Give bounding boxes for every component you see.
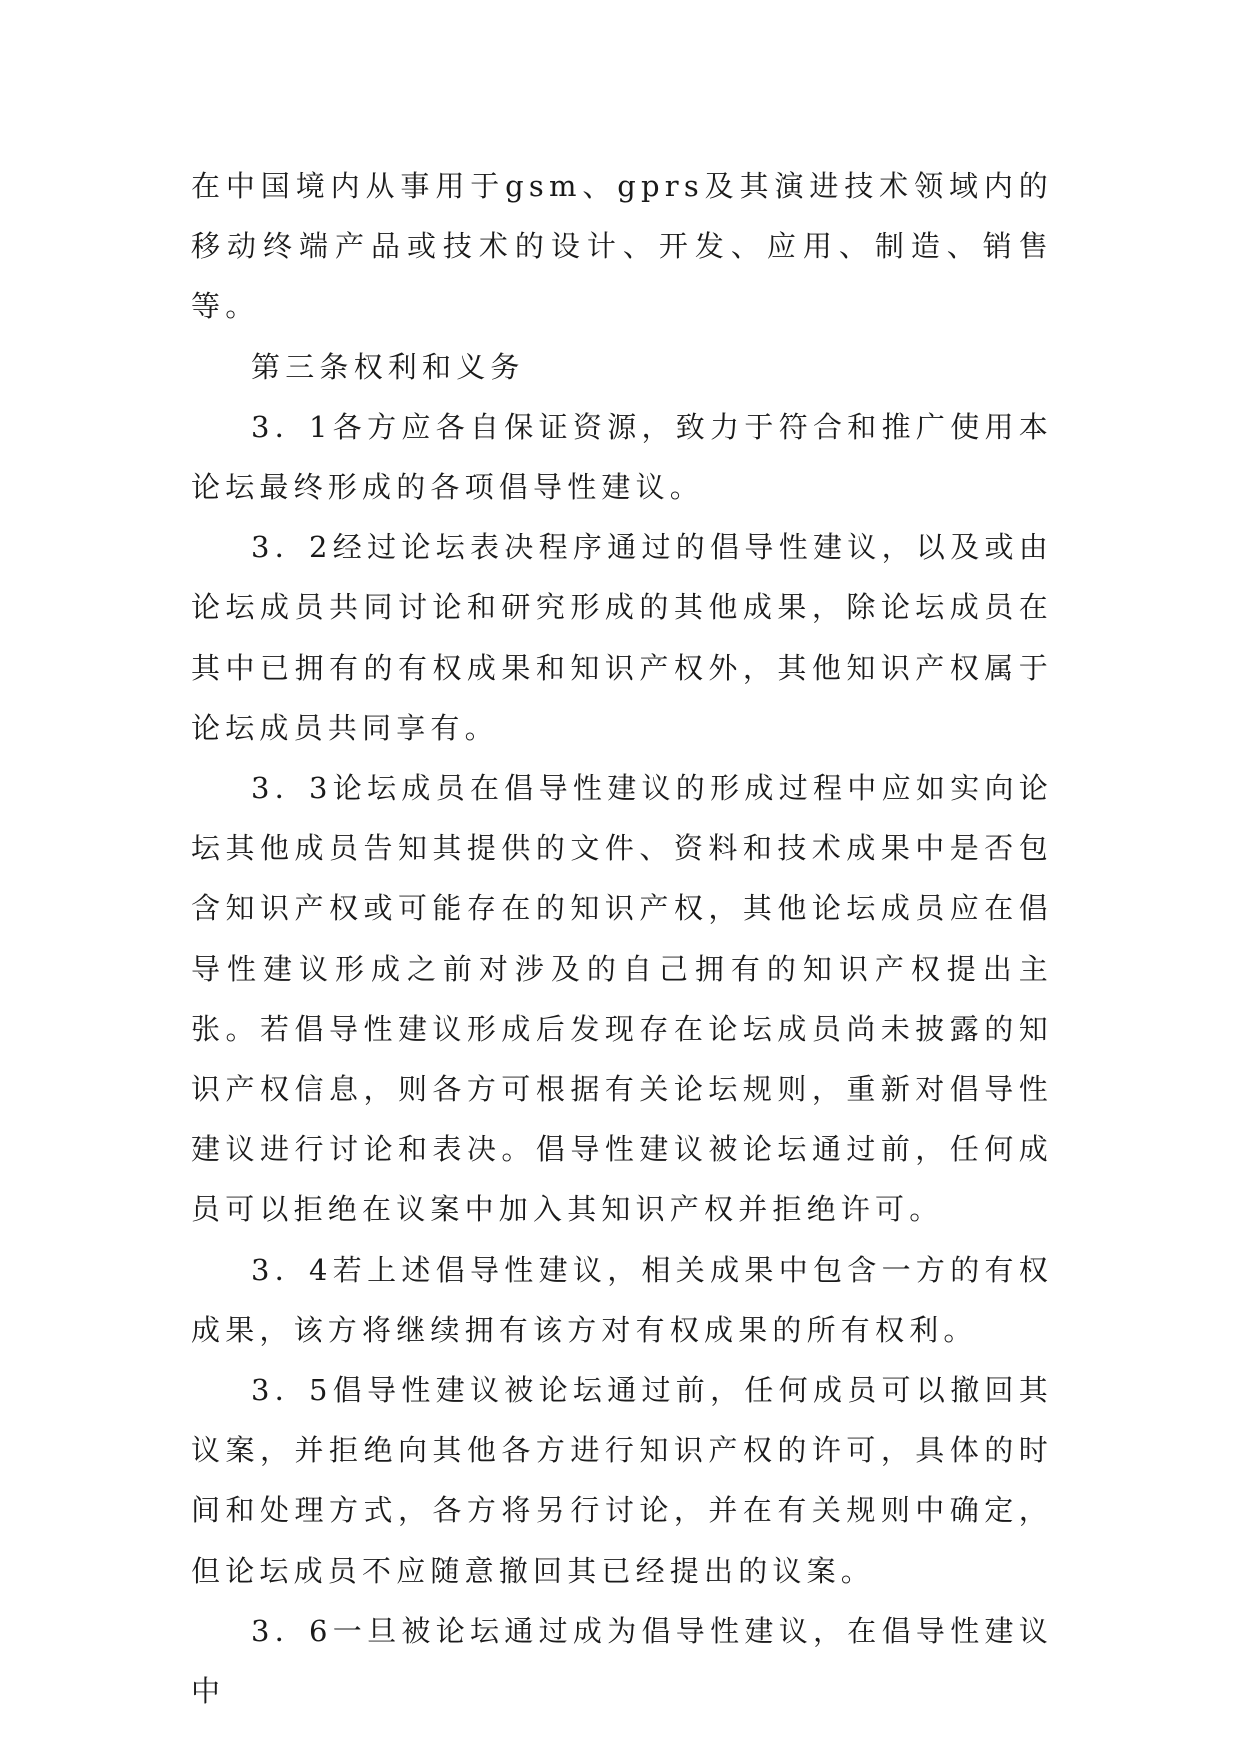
document-body (191, 156, 1053, 1721)
clause-3-1: 3．1各方应各自保证资源，致力于符合和推广使用本论坛最终形成的各项倡导性建议。 (191, 409, 1053, 505)
paragraph-intro: 在中国境内从事用于gsm、gprs及其演进技术领域内的移动终端产品或技术的设计、开发、应用、制造、销售等。 (191, 169, 1053, 324)
clause-3-4: 3．4若上述倡导性建议，相关成果中包含一方的有权成果，该方将继续拥有该方对有权成果的所有权利。 (191, 1252, 1053, 1347)
clause-3-2: 3．2经过论坛表决程序通过的倡导性建议，以及或由论坛成员共同讨论和研究形成的其他成果，除论坛成员在其中已拥有的有权成果和知识产权外，其他知识产权属于论坛成员共同享有。 (191, 530, 1053, 745)
article-3-heading: 第三条权利和义务 (251, 349, 525, 384)
clause-3-3: 3．3论坛成员在倡导性建议的形成过程中应如实向论坛其他成员告知其提供的文件、资料和技术成果中是否包含知识产权或可能存在的知识产权，其他论坛成员应在倡导性建议形成之前对涉及的自己拥有的知识产权提出主张。若倡导性建议形成后发现存在论坛成员尚未披露的知识产权信息，则各方可根据有关论坛规则，重新对倡导性建议进行讨论和表决。倡导性建议被论坛通过前，任何成员可以拒绝在议案中加入其知识产权并拒绝许可。 (191, 771, 1053, 1227)
clause-3-5: 3．5倡导性建议被论坛通过前，任何成员可以撤回其议案，并拒绝向其他各方进行知识产权的许可，具体的时间和处理方式，各方将另行讨论，并在有关规则中确定，但论坛成员不应随意撤回其已经提出的议案。 (191, 1373, 1053, 1588)
clause-3-6: 3．6一旦被论坛通过成为倡导性建议，在倡导性建议中 (191, 1613, 1053, 1709)
